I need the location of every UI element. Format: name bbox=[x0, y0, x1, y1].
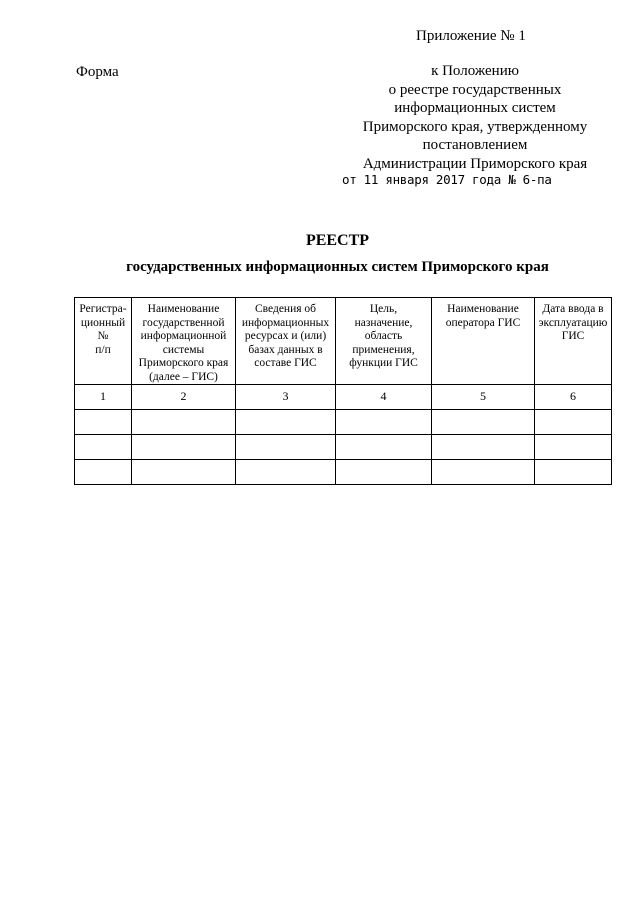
column-header-resources-info bbox=[236, 298, 336, 385]
column-header-line: Наименование bbox=[147, 303, 220, 315]
column-header-line: п/п bbox=[95, 343, 111, 356]
column-header-line: применения, bbox=[352, 343, 415, 356]
table-cell bbox=[535, 460, 612, 485]
column-header-line: информационных bbox=[241, 316, 330, 329]
table-row bbox=[75, 410, 612, 435]
table-cell bbox=[336, 410, 432, 435]
column-header-line: информационной bbox=[140, 330, 227, 342]
column-number: 3 bbox=[236, 385, 336, 410]
table-cell bbox=[432, 435, 535, 460]
table-cell bbox=[236, 460, 336, 485]
approval-line: к Положению bbox=[431, 63, 519, 79]
column-header-line: базах данных в bbox=[248, 343, 323, 356]
table-row bbox=[75, 460, 612, 485]
table-cell bbox=[75, 435, 132, 460]
table-cell bbox=[535, 410, 612, 435]
decree-date-line: от 11 января 2017 года № 6-па bbox=[342, 172, 552, 187]
column-header-line: Цель, bbox=[369, 303, 398, 315]
column-header-line: ГИС bbox=[561, 330, 585, 342]
column-header-line: эксплуатацию bbox=[538, 316, 608, 329]
table-cell bbox=[336, 460, 432, 485]
column-header-line: Наименование bbox=[447, 303, 519, 315]
approval-line: постановлением bbox=[422, 137, 528, 153]
appendix-number: Приложение № 1 bbox=[416, 28, 526, 44]
table-cell bbox=[132, 460, 236, 485]
column-number: 4 bbox=[336, 385, 432, 410]
column-header-line: Сведения об bbox=[254, 303, 316, 315]
registry-table bbox=[74, 297, 612, 485]
column-header-line: составе ГИС bbox=[254, 357, 317, 369]
column-header-line: государственной bbox=[142, 316, 225, 329]
table-cell bbox=[432, 460, 535, 485]
document-title: РЕЕСТР bbox=[305, 232, 370, 249]
column-header-gis-name bbox=[132, 298, 236, 385]
table-cell bbox=[336, 435, 432, 460]
table-row bbox=[75, 435, 612, 460]
column-header-line: область bbox=[364, 330, 403, 342]
table-cell bbox=[132, 410, 236, 435]
table-cell bbox=[75, 460, 132, 485]
column-header-line: системы bbox=[162, 343, 205, 356]
table-cell bbox=[132, 435, 236, 460]
table-cell bbox=[432, 410, 535, 435]
column-header-line: назначение, bbox=[354, 316, 413, 329]
column-header-commissioning-date bbox=[535, 298, 612, 385]
column-header-line: № bbox=[97, 330, 109, 342]
approval-line: информационных систем bbox=[394, 100, 556, 116]
table-cell bbox=[236, 435, 336, 460]
approval-line: Администрации Приморского края bbox=[362, 155, 588, 172]
document-subtitle: государственных информационных систем Приморского края bbox=[126, 259, 549, 275]
column-header-line: ционный bbox=[80, 316, 126, 329]
column-number: 6 bbox=[535, 385, 612, 410]
column-number: 5 bbox=[432, 385, 535, 410]
column-numbers-row bbox=[75, 385, 612, 410]
approval-line: Приморского края, утвержденному bbox=[362, 118, 588, 135]
column-header-reg-number bbox=[75, 298, 132, 385]
table-cell bbox=[75, 410, 132, 435]
column-header-line: оператора ГИС bbox=[445, 316, 521, 329]
approval-line: о реестре государственных bbox=[388, 81, 562, 98]
table-cell bbox=[535, 435, 612, 460]
column-header-operator-name bbox=[432, 298, 535, 385]
column-header-purpose bbox=[336, 298, 432, 385]
column-header-line: ресурсах и (или) bbox=[244, 330, 327, 342]
column-header-line: функции ГИС bbox=[349, 357, 418, 369]
table-cell bbox=[236, 410, 336, 435]
column-header-line: Приморского края bbox=[138, 357, 229, 369]
form-label: Форма bbox=[76, 64, 119, 80]
column-header-line: Регистра- bbox=[79, 303, 127, 315]
column-number: 2 bbox=[132, 385, 236, 410]
column-header-line: Дата ввода в bbox=[542, 303, 604, 315]
column-header-line: (далее – ГИС) bbox=[149, 370, 218, 383]
approval-block bbox=[340, 62, 610, 173]
table-header-row bbox=[75, 298, 612, 385]
column-number: 1 bbox=[75, 385, 132, 410]
